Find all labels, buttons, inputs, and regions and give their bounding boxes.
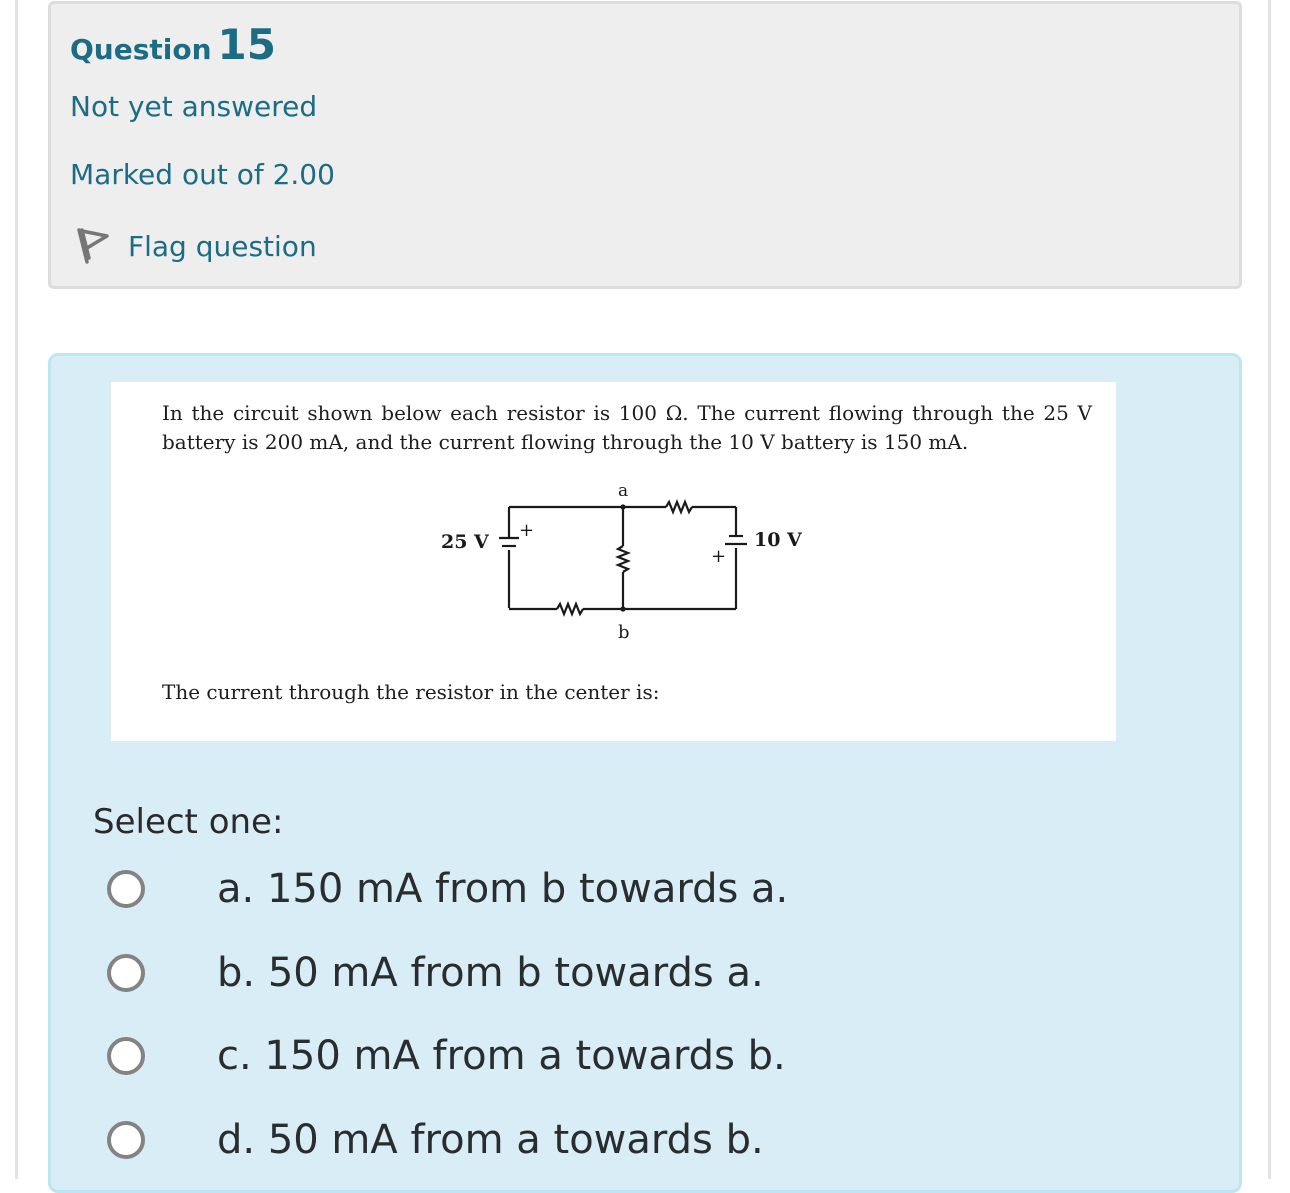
- answer-option-c[interactable]: [107, 1031, 786, 1081]
- question-prompt-text: The current through the resistor in the center is:: [162, 680, 660, 704]
- radio-button-c[interactable]: [107, 1037, 145, 1075]
- answer-option-label[interactable]: d. 50 mA from a towards b.: [217, 1117, 764, 1163]
- flag-question-label[interactable]: Flag question: [128, 229, 317, 263]
- question-info-panel: [48, 1, 1242, 289]
- question-text-image: [111, 382, 1116, 741]
- question-intro-text: In the circuit shown below each resistor is 100 Ω. The current flowing through the 25 V battery is 200 mA, and the current flowing through the 10 V battery is 150 mA.: [162, 401, 1092, 454]
- radio-button-b[interactable]: [107, 954, 145, 992]
- answer-option-label[interactable]: b. 50 mA from b towards a.: [217, 950, 764, 996]
- battery-10v-label: 10 V: [754, 529, 802, 551]
- answer-option-a[interactable]: [107, 864, 788, 914]
- question-state: Not yet answered: [70, 90, 318, 123]
- select-one-label: Select one:: [93, 802, 284, 842]
- question-word: Question: [70, 33, 212, 66]
- answer-option-label[interactable]: c. 150 mA from a towards b.: [217, 1033, 786, 1079]
- flag-question-button[interactable]: [73, 224, 317, 268]
- question-grade: Marked out of 2.00: [70, 158, 335, 191]
- question-number-heading: [70, 20, 276, 69]
- answer-option-label[interactable]: a. 150 mA from b towards a.: [217, 866, 789, 912]
- flag-icon[interactable]: [73, 224, 111, 268]
- node-a-label: a: [618, 481, 629, 501]
- question-number: 15: [217, 20, 276, 69]
- radio-button-d[interactable]: [107, 1121, 145, 1159]
- question-formulation: [48, 353, 1242, 1193]
- radio-button-a[interactable]: [107, 870, 145, 908]
- answer-option-d[interactable]: [107, 1115, 764, 1165]
- node-b-label: b: [618, 622, 630, 643]
- answer-option-b[interactable]: [107, 948, 764, 998]
- battery-25v-label: 25 V: [441, 531, 489, 553]
- battery-10v-plus: +: [711, 546, 727, 567]
- battery-25v-plus: +: [519, 520, 535, 541]
- circuit-diagram: [431, 476, 851, 646]
